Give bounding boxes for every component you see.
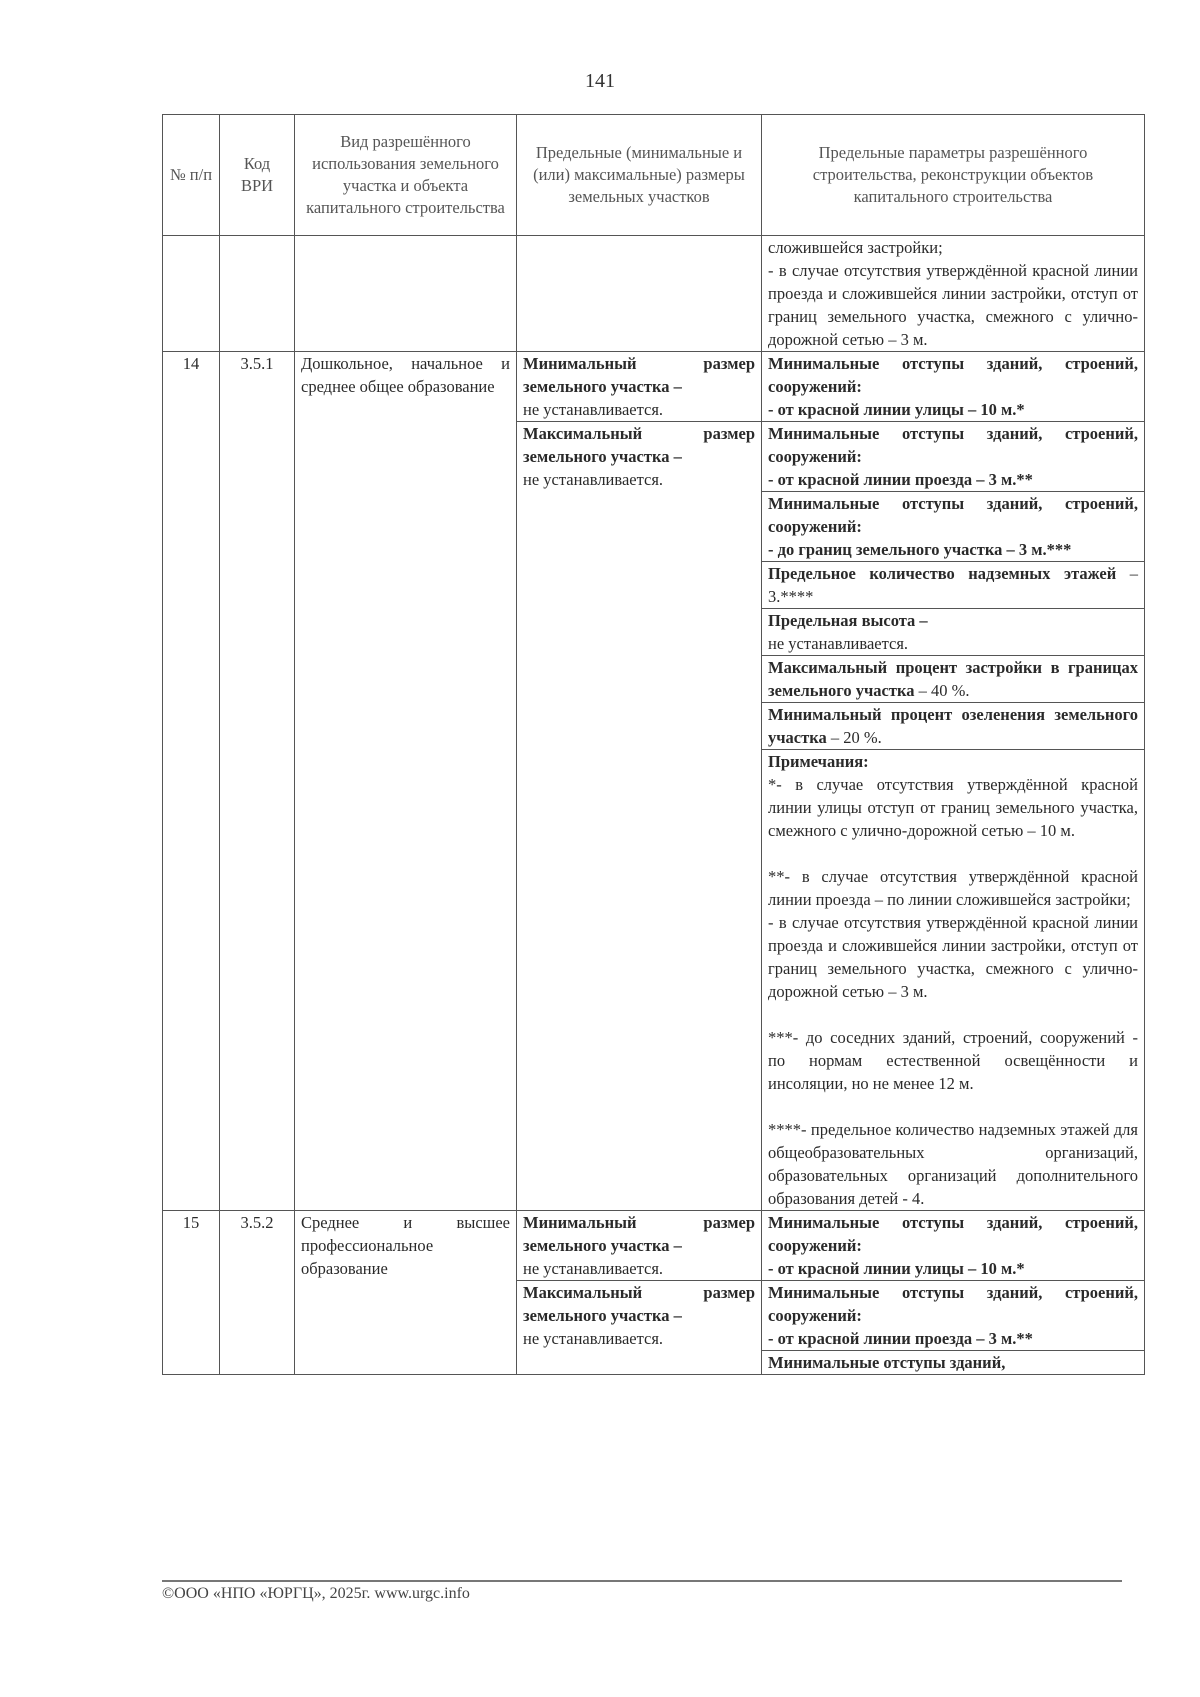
row15-param-1 xyxy=(762,1211,1145,1281)
row14-param-1 xyxy=(762,352,1145,422)
row14-param-2 xyxy=(762,422,1145,492)
row14-param-2-value: - от красной линии проезда – 3 м.** xyxy=(768,470,1033,489)
continuation-line2: - в случае отсутствия утверждённой красной линии проезда и сложившейся линии застройки, отступ от границ земельного участка, смежного с улично-дорожной сетью – 3 м. xyxy=(768,261,1138,349)
row15-param-3 xyxy=(762,1351,1145,1375)
row14-note-2a: **- в случае отсутствия утверждённой красной линии проезда – по линии сложившейся застройки; xyxy=(768,867,1138,909)
row15-param-1-value: - от красной линии улицы – 10 м.* xyxy=(768,1259,1025,1278)
table-row-15 xyxy=(163,1211,1145,1281)
row14-param-6-value: – 40 %. xyxy=(914,681,970,700)
row15-max-size-value: не устанавливается. xyxy=(523,1329,664,1348)
row14-param-2-label: Минимальные отступы зданий, строений, сооружений: xyxy=(768,424,1138,466)
row14-param-6 xyxy=(762,656,1145,703)
row15-min-size xyxy=(517,1211,762,1281)
footer-copyright: ©ООО «НПО «ЮРГЦ», 2025г. www.urgc.info xyxy=(162,1585,470,1602)
row15-min-size-value: не устанавливается. xyxy=(523,1259,664,1278)
row15-max-size xyxy=(517,1281,762,1375)
row14-param-7-label: Минимальный процент озеленения земельного участка xyxy=(768,705,1138,747)
row14-param-3-value: - до границ земельного участка – 3 м.*** xyxy=(768,540,1072,559)
header-row xyxy=(163,115,1145,236)
row14-notes xyxy=(762,750,1145,1211)
row14-code: 3.5.1 xyxy=(220,352,295,1211)
row14-param-4 xyxy=(762,562,1145,609)
continuation-line1: сложившейся застройки; xyxy=(768,238,943,257)
row14-param-4-value: – 3.**** xyxy=(768,564,1138,606)
row14-param-4-label: Предельное количество надземных этажей xyxy=(768,564,1117,583)
header-code: Код ВРИ xyxy=(220,115,295,236)
page-number: 141 xyxy=(585,70,615,92)
row14-param-1-label: Минимальные отступы зданий, строений, сооружений: xyxy=(768,354,1138,396)
row14-notes-title: Примечания: xyxy=(768,752,869,771)
row15-param-2-label: Минимальные отступы зданий, строений, сооружений: xyxy=(768,1283,1138,1325)
row14-param-1-value: - от красной линии улицы – 10 м.* xyxy=(768,400,1025,419)
row14-param-7-value: – 20 %. xyxy=(826,728,882,747)
row14-max-size-label: Максимальный размер земельного участка – xyxy=(523,424,755,466)
row14-param-7 xyxy=(762,703,1145,750)
row14-min-size-value: не устанавливается. xyxy=(523,400,664,419)
row14-min-size-label: Минимальный размер земельного участка – xyxy=(523,354,755,396)
row14-param-3-label: Минимальные отступы зданий, строений, сооружений: xyxy=(768,494,1138,536)
row15-param-2-value: - от красной линии проезда – 3 м.** xyxy=(768,1329,1033,1348)
row14-num: 14 xyxy=(163,352,220,1211)
row14-param-5-value: не устанавливается. xyxy=(768,634,909,653)
row15-param-2 xyxy=(762,1281,1145,1351)
header-size: Предельные (минимальные и (или) максимальные) размеры земельных участков xyxy=(517,115,762,236)
row14-note-2b: - в случае отсутствия утверждённой красной линии проезда и сложившейся линии застройки, отступ от границ земельного участка, смежного с улично-дорожной сетью – 3 м. xyxy=(768,913,1138,1001)
row15-use: Среднее и высшее профессиональное образование xyxy=(295,1211,517,1375)
continuation-cell xyxy=(762,236,1145,352)
header-use: Вид разрешённого использования земельного участка и объекта капитального строительства xyxy=(295,115,517,236)
continuation-row xyxy=(163,236,1145,352)
row14-use: Дошкольное, начальное и среднее общее образование xyxy=(295,352,517,1211)
row15-num: 15 xyxy=(163,1211,220,1375)
row15-max-size-label: Максимальный размер земельного участка – xyxy=(523,1283,755,1325)
row14-max-size-value: не устанавливается. xyxy=(523,470,664,489)
header-num: № п/п xyxy=(163,115,220,236)
table-row-14 xyxy=(163,352,1145,422)
row14-param-6-label: Максимальный процент застройки в границах земельного участка xyxy=(768,658,1138,700)
row14-note-3: ***- до соседних зданий, строений, сооружений - по нормам естественной освещённости и инсоляции, но не менее 12 м. xyxy=(768,1028,1138,1093)
row15-param-1-label: Минимальные отступы зданий, строений, сооружений: xyxy=(768,1213,1138,1255)
row14-max-size xyxy=(517,422,762,1211)
row14-param-5-label: Предельная высота – xyxy=(768,611,928,630)
row14-note-1: *- в случае отсутствия утверждённой красной линии улицы отступ от границ земельного участка, смежного с улично-дорожной сетью – 10 м. xyxy=(768,775,1138,840)
footer-divider xyxy=(162,1580,1122,1582)
row14-param-5 xyxy=(762,609,1145,656)
row15-param-3-label: Минимальные отступы зданий, xyxy=(768,1353,1006,1372)
row14-note-4: ****- предельное количество надземных этажей для общеобразовательных организаций, образовательных организаций дополнительного образования детей - 4. xyxy=(768,1120,1138,1208)
header-params: Предельные параметры разрешённого строительства, реконструкции объектов капитального строительства xyxy=(762,115,1145,236)
row14-param-3 xyxy=(762,492,1145,562)
row15-code: 3.5.2 xyxy=(220,1211,295,1375)
rules-table xyxy=(162,114,1145,1375)
row14-min-size xyxy=(517,352,762,422)
row15-min-size-label: Минимальный размер земельного участка – xyxy=(523,1213,755,1255)
